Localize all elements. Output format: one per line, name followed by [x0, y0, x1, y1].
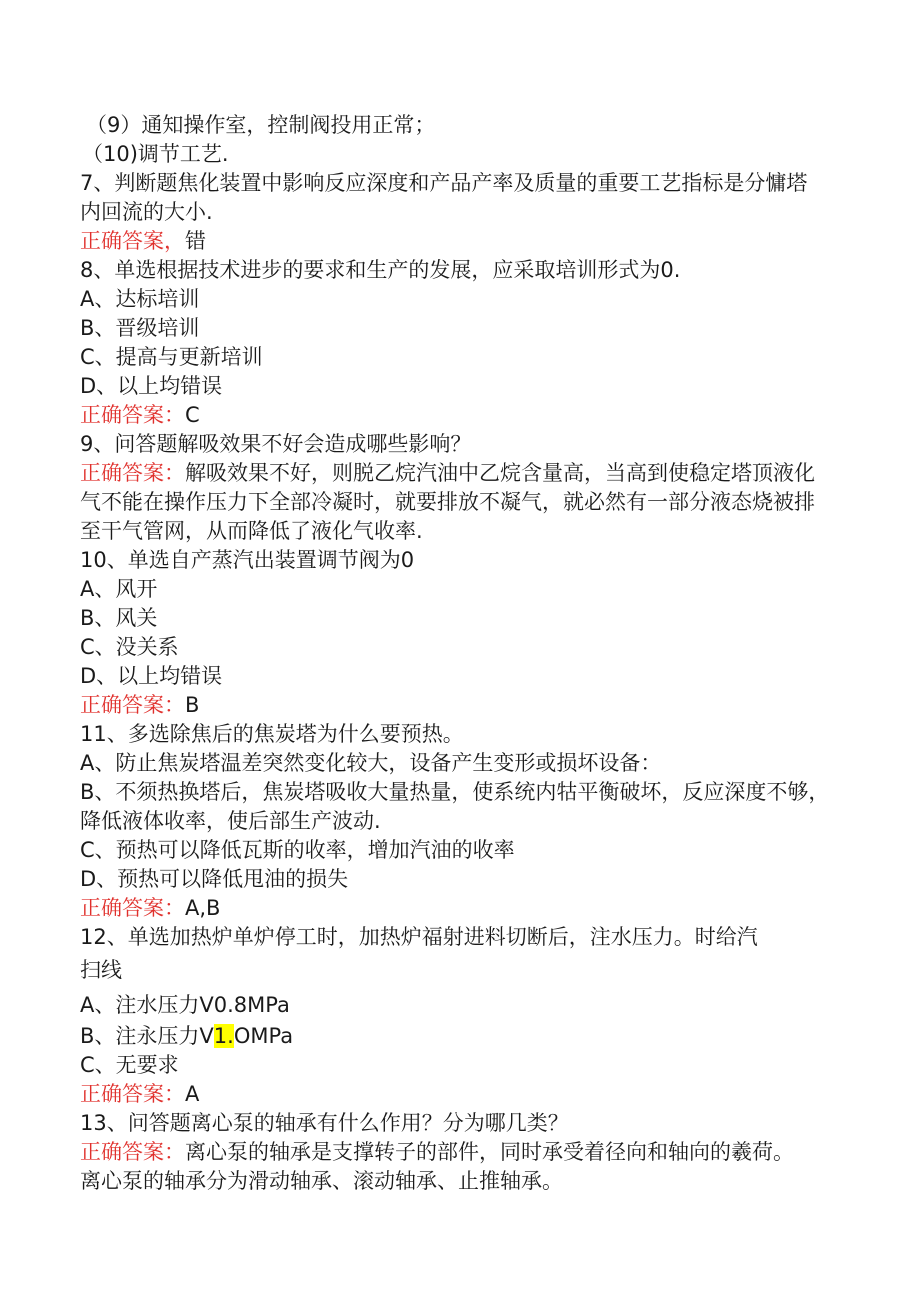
line-text: 至干气管网，从而降低了液化气收率.: [80, 519, 423, 543]
line-text: D、预热可以降低甩油的损失: [80, 867, 349, 891]
text-line: [80, 1167, 563, 1195]
line-text: （10)调节工艺.: [82, 142, 229, 166]
option-line: [80, 343, 263, 371]
answer-line: [80, 691, 199, 719]
line-text: C、无要求: [80, 1053, 179, 1077]
answer-line: [80, 1138, 794, 1166]
answer-text: 解吸效果不好，则脱乙烷汽油中乙烷含量高，当高到使稳定塔顶液化: [185, 461, 815, 485]
answer-label: 正确答案：: [80, 461, 185, 485]
option-line: [80, 314, 199, 342]
text-line: [80, 956, 122, 984]
line-text: C、提高与更新培训: [80, 345, 263, 369]
answer-text: A: [185, 1082, 200, 1106]
line-text: 10、单选自产蒸汽出装置调节阀为0: [80, 548, 415, 572]
text-line: [82, 140, 229, 168]
answer-label: 正确答案：: [80, 896, 185, 920]
line-text: 降低液体收率，使后部生产波动.: [80, 809, 381, 833]
answer-label: 正确答案：: [80, 1140, 185, 1164]
answer-line: [80, 894, 220, 922]
line-text: C、预热可以降低瓦斯的收率，增加汽油的收率: [80, 838, 515, 862]
option-line: [80, 575, 157, 603]
question-9: [80, 430, 471, 458]
option-line: [80, 372, 222, 400]
line-text: 7、判断题焦化装置中影响反应深度和产品产率及质量的重要工艺指标是分慵塔: [80, 171, 808, 195]
text-line: [80, 517, 423, 545]
answer-label: 正确答案，: [80, 229, 185, 253]
question-10: [80, 546, 414, 574]
question-13: [80, 1109, 569, 1137]
line-text: B、不须热换塔后，焦炭塔吸收大量热量，使系统内牯平衡破坏，反应深度不够，: [80, 780, 830, 804]
line-text: D、以上均错误: [80, 374, 223, 398]
answer-text: B: [185, 693, 200, 717]
line-text: 11、多选除焦后的焦炭塔为什么要预热。: [80, 722, 464, 746]
question-11: [80, 720, 464, 748]
option-line: [80, 285, 199, 313]
option-line: [80, 778, 829, 806]
option-line: [80, 662, 222, 690]
question-7: [80, 169, 807, 197]
line-text: （9）通知操作室，控制阀投用正常；: [86, 113, 436, 137]
option-line: [80, 749, 661, 777]
option-line: [80, 633, 179, 661]
answer-line: [80, 1080, 199, 1108]
line-text: B、风关: [80, 606, 158, 630]
option-line: [80, 1022, 293, 1050]
answer-line: [80, 227, 206, 255]
line-text: A、防止焦炭塔温差突然变化较大，设备产生变形或损坏设备：: [80, 751, 662, 775]
option-line: [80, 604, 157, 632]
answer-label: 正确答案：: [80, 403, 185, 427]
answer-label: 正确答案：: [80, 1082, 185, 1106]
line-text: B、晋级培训: [80, 316, 200, 340]
option-line: [80, 836, 515, 864]
line-text: 12、单选加热炉单炉停工时，加热炉福射进料切断后，注水压力。时给汽: [80, 925, 758, 949]
question-8: [80, 256, 680, 284]
text-line: [86, 111, 435, 139]
text-line: [80, 198, 213, 226]
answer-line: [80, 401, 200, 429]
line-text: 扫线: [80, 958, 122, 982]
line-text: A、注水压力V0.8MPa: [80, 993, 290, 1017]
question-12: [80, 923, 758, 951]
line-text: A、达标培训: [80, 287, 200, 311]
answer-text: 离心泵的轴承是支撑转子的部件，同时承受着径向和轴向的羲荷。: [185, 1140, 794, 1164]
highlighted-text: 1.: [213, 1024, 234, 1048]
line-text: 13、问答题离心泵的轴承有什么作用？分为哪几类？: [80, 1111, 569, 1135]
line-text-after: OMPa: [233, 1024, 294, 1048]
answer-text: 错: [185, 229, 206, 253]
option-line: [80, 1051, 179, 1079]
line-text: 9、问答题解吸效果不好会造成哪些影响？: [80, 432, 472, 456]
line-text: 内回流的大小.: [80, 200, 213, 224]
line-text: 离心泵的轴承分为滑动轴承、滚动轴承、止推轴承。: [80, 1169, 563, 1193]
line-text: C、没关系: [80, 635, 179, 659]
line-text: B、注永压力V: [80, 1024, 214, 1048]
answer-label: 正确答案：: [80, 693, 185, 717]
answer-line: [80, 459, 815, 487]
text-line: [80, 807, 381, 835]
line-text: 气不能在操作压力下全部冷凝时，就要排放不凝气，就必然有一部分液态烧被排: [80, 490, 815, 514]
answer-text: C: [185, 403, 200, 427]
answer-text: A,B: [185, 896, 221, 920]
line-text: D、以上均错误: [80, 664, 223, 688]
text-line: [80, 488, 815, 516]
line-text: A、风开: [80, 577, 158, 601]
option-line: [80, 865, 348, 893]
option-line: [80, 991, 290, 1019]
line-text: 8、单选根据技术进步的要求和生产的发展，应采取培训形式为0.: [80, 258, 681, 282]
